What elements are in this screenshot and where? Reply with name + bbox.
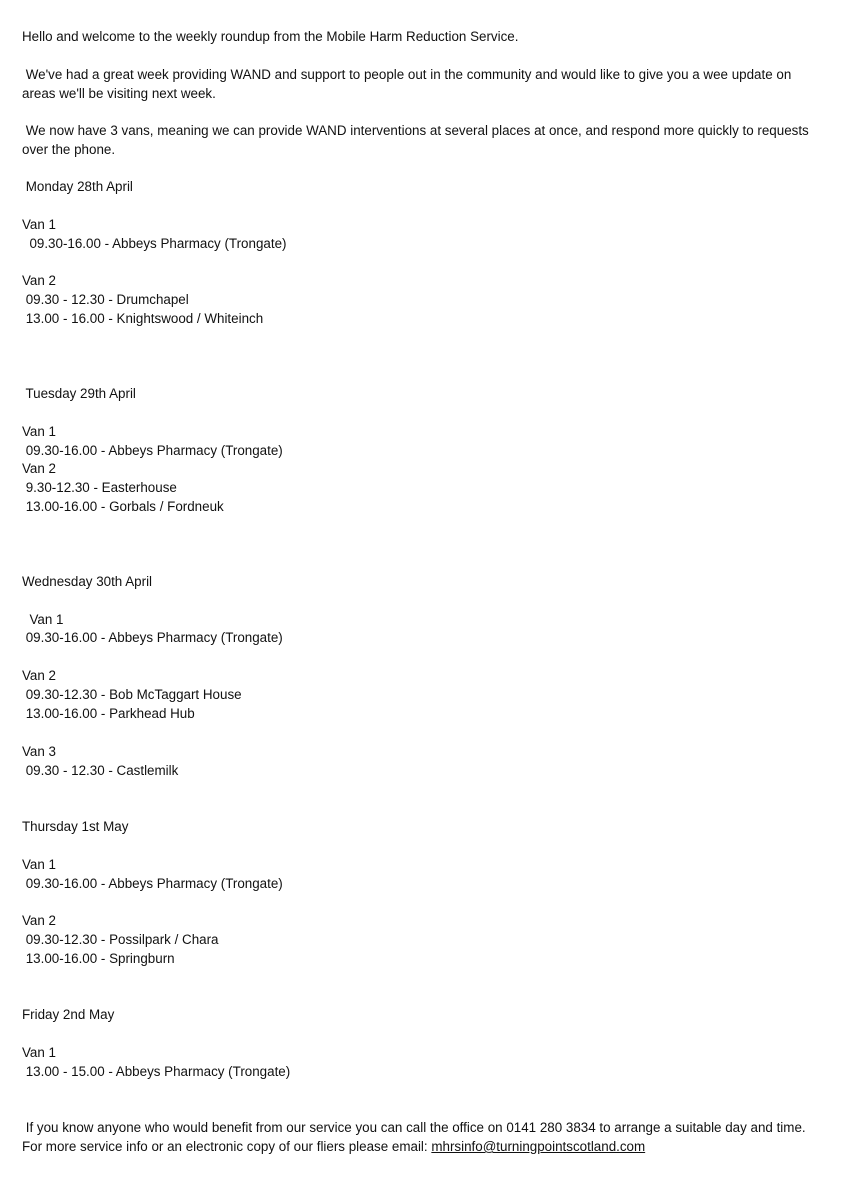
- schedule-entry: 09.30-16.00 - Abbeys Pharmacy (Trongate): [22, 443, 283, 458]
- email-link[interactable]: mhrsinfo@turningpointscotland.com: [431, 1139, 646, 1154]
- day-heading: Wednesday 30th April: [22, 574, 153, 589]
- day-heading: Monday 28th April: [22, 179, 133, 194]
- day-heading: Tuesday 29th April: [22, 386, 136, 401]
- van-label: Van 1: [22, 612, 64, 627]
- footer-contact: [22, 1118, 828, 1156]
- schedule-entry: 13.00-16.00 - Springburn: [22, 951, 175, 966]
- schedule-entry: 13.00 - 16.00 - Knightswood / Whiteinch: [22, 311, 264, 326]
- footer-contact-text: If you know anyone who would benefit from our service you can call the office on 0141 280 3834 to arrange a suitable day and time. For more service info or an electronic copy of our fliers please email:: [22, 1120, 810, 1154]
- schedule-entry: 13.00-16.00 - Parkhead Hub: [22, 706, 195, 721]
- van-label: Van 1: [22, 1045, 56, 1060]
- schedule-entry: 09.30-16.00 - Abbeys Pharmacy (Trongate): [22, 876, 283, 891]
- day-heading: Thursday 1st May: [22, 819, 129, 834]
- intro-week-update: We've had a great week providing WAND and support to people out in the community and would like to give you a wee update on areas we'll be visiting next week.: [22, 67, 796, 101]
- schedule-entry: 09.30-12.30 - Bob McTaggart House: [22, 687, 242, 702]
- van-label: Van 1: [22, 424, 56, 439]
- van-label: Van 2: [22, 273, 56, 288]
- van-label: Van 2: [22, 913, 56, 928]
- intro-vans-note: We now have 3 vans, meaning we can provide WAND interventions at several places at once, and respond more quickly to requests over the phone.: [22, 123, 813, 157]
- schedule-entry: 09.30-12.30 - Possilpark / Chara: [22, 932, 219, 947]
- day-heading: Friday 2nd May: [22, 1007, 115, 1022]
- schedule-entry: 09.30-16.00 - Abbeys Pharmacy (Trongate): [22, 236, 287, 251]
- schedule-entry: 09.30 - 12.30 - Drumchapel: [22, 292, 189, 307]
- van-label: Van 3: [22, 744, 56, 759]
- schedule-entry: 09.30 - 12.30 - Castlemilk: [22, 763, 179, 778]
- schedule-entry: 9.30-12.30 - Easterhouse: [22, 480, 177, 495]
- schedule-entry: 09.30-16.00 - Abbeys Pharmacy (Trongate): [22, 630, 283, 645]
- intro-greeting: Hello and welcome to the weekly roundup from the Mobile Harm Reduction Service.: [22, 29, 519, 44]
- schedule-entry: 13.00-16.00 - Gorbals / Fordneuk: [22, 499, 224, 514]
- van-label: Van 1: [22, 857, 56, 872]
- van-label: Van 2: [22, 668, 56, 683]
- van-label: Van 1: [22, 217, 56, 232]
- schedule-entry: 13.00 - 15.00 - Abbeys Pharmacy (Trongate): [22, 1064, 291, 1079]
- van-label: Van 2: [22, 461, 56, 476]
